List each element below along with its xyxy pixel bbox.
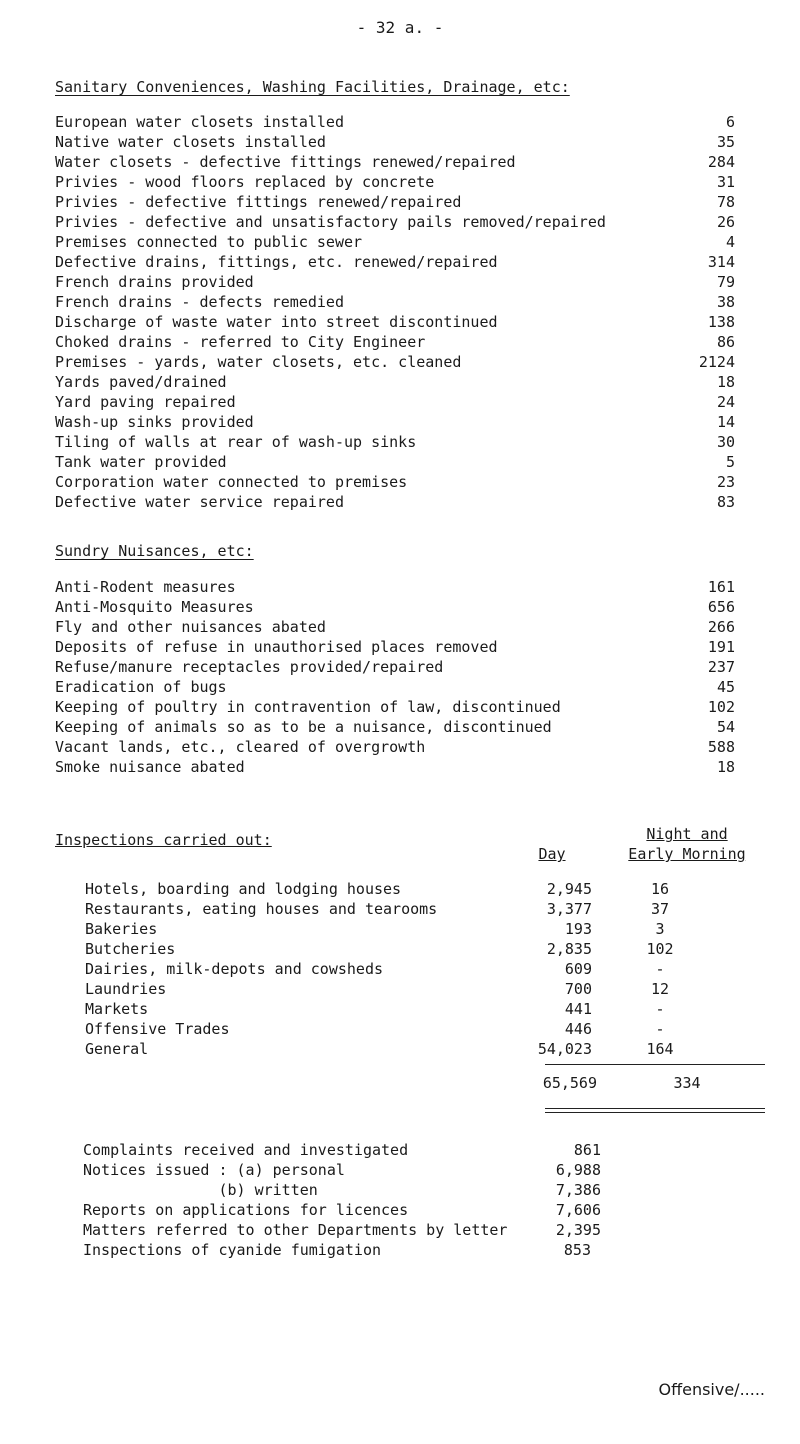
item-label: Refuse/manure receptacles provided/repaired: [55, 658, 444, 676]
item-value: 35: [716, 133, 735, 151]
item-value: 38: [716, 293, 735, 311]
item-label: Water closets - defective fittings renewed/repaired: [55, 153, 516, 171]
list-item: [55, 152, 735, 172]
list-item: [55, 492, 735, 512]
sanitary-heading: Sanitary Conveniences, Washing Facilities, Drainage, etc:: [55, 78, 570, 96]
item-label: Notices issued : (a) personal: [83, 1161, 345, 1179]
list-item: [55, 312, 735, 332]
day-value: 193: [564, 920, 592, 938]
item-value: 45: [716, 678, 735, 696]
item-label: Yards paved/drained: [55, 373, 227, 391]
day-value: 609: [564, 960, 592, 978]
item-label: Matters referred to other Departments by letter: [83, 1221, 508, 1239]
list-item: [55, 272, 735, 292]
row-label: Laundries: [85, 980, 167, 998]
item-value: 31: [716, 173, 735, 191]
list-item: [55, 677, 735, 697]
list-item: [55, 432, 735, 452]
day-value: 2,835: [546, 940, 592, 958]
item-label: Anti-Mosquito Measures: [55, 598, 254, 616]
night-value: 37: [650, 900, 670, 918]
list-item: [55, 112, 735, 132]
column-header-night-line2: Early Morning: [628, 845, 746, 863]
item-label: Vacant lands, etc., cleared of overgrowth: [55, 738, 426, 756]
list-item: [55, 577, 735, 597]
misc-list: [83, 1140, 643, 1260]
list-item: [83, 1180, 643, 1200]
list-item: [55, 757, 735, 777]
list-item: [55, 452, 735, 472]
item-value: 83: [716, 493, 735, 511]
item-label: European water closets installed: [55, 113, 344, 131]
list-item: [55, 597, 735, 617]
item-value: 26: [716, 213, 735, 231]
item-value: 588: [707, 738, 735, 756]
table-row: [85, 959, 767, 979]
item-label: Complaints received and investigated: [83, 1141, 409, 1159]
item-label: Privies - defective fittings renewed/repaired: [55, 193, 462, 211]
row-label: Butcheries: [85, 940, 176, 958]
item-label: (b) written: [83, 1181, 318, 1199]
item-value: 656: [707, 598, 735, 616]
list-item: [55, 332, 735, 352]
item-value: 266: [707, 618, 735, 636]
list-item: [55, 412, 735, 432]
list-item: [55, 717, 735, 737]
item-value: 30: [716, 433, 735, 451]
item-value: 2,395: [555, 1221, 601, 1239]
day-value: 2,945: [546, 880, 592, 898]
inspections-header: [55, 823, 767, 863]
day-value: 54,023: [537, 1040, 592, 1058]
sundry-heading: Sundry Nuisances, etc:: [55, 542, 254, 560]
list-item: [55, 232, 735, 252]
item-label: Reports on applications for licences: [83, 1201, 409, 1219]
item-label: Eradication of bugs: [55, 678, 227, 696]
table-row: [85, 899, 767, 919]
day-value: 3,377: [546, 900, 592, 918]
item-label: Defective water service repaired: [55, 493, 344, 511]
item-label: Smoke nuisance abated: [55, 758, 245, 776]
item-value: 78: [716, 193, 735, 211]
item-label: Premises - yards, water closets, etc. cleaned: [55, 353, 462, 371]
item-label: French drains provided: [55, 273, 254, 291]
item-label: French drains - defects remedied: [55, 293, 344, 311]
list-item: [55, 132, 735, 152]
row-label: Offensive Trades: [85, 1020, 230, 1038]
item-value: 7,606: [555, 1201, 601, 1219]
item-value: 161: [707, 578, 735, 596]
list-item: [83, 1160, 643, 1180]
list-item: [83, 1240, 643, 1260]
item-value: 314: [707, 253, 735, 271]
item-value: 79: [716, 273, 735, 291]
sundry-list: [55, 577, 735, 777]
list-item: [55, 392, 735, 412]
night-value: 12: [650, 980, 670, 998]
item-value: 24: [716, 393, 735, 411]
table-row: [85, 999, 767, 1019]
item-value: 86: [716, 333, 735, 351]
item-value: 23: [716, 473, 735, 491]
list-item: [55, 737, 735, 757]
list-item: [55, 292, 735, 312]
item-value: 6,988: [555, 1161, 601, 1179]
table-row: [85, 879, 767, 899]
item-label: Corporation water connected to premises: [55, 473, 408, 491]
continuation-footer: Offensive/.....: [658, 1380, 765, 1399]
item-value: 18: [716, 758, 735, 776]
inspections-table: [55, 823, 767, 1092]
day-value: 446: [564, 1020, 592, 1038]
list-item: [55, 472, 735, 492]
table-row: [85, 939, 767, 959]
table-row: [85, 979, 767, 999]
night-value: 102: [646, 940, 674, 958]
table-row: [85, 1019, 767, 1039]
item-value: 853: [563, 1241, 591, 1259]
item-label: Discharge of waste water into street discontinued: [55, 313, 498, 331]
column-header-day: Day: [538, 845, 566, 863]
list-item: [55, 697, 735, 717]
row-label: Markets: [85, 1000, 149, 1018]
night-value: 3: [655, 920, 665, 938]
list-item: [55, 372, 735, 392]
table-row: [85, 1039, 767, 1059]
item-value: 5: [725, 453, 735, 471]
item-label: Deposits of refuse in unauthorised places removed: [55, 638, 498, 656]
item-label: Premises connected to public sewer: [55, 233, 363, 251]
column-header-night-line1: Night and: [646, 825, 728, 843]
total-night: 334: [673, 1074, 701, 1092]
list-item: [55, 212, 735, 232]
item-value: 14: [716, 413, 735, 431]
item-label: Fly and other nuisances abated: [55, 618, 326, 636]
item-label: Choked drains - referred to City Engineer: [55, 333, 426, 351]
subtotal-rule: [545, 1064, 765, 1065]
list-item: [55, 637, 735, 657]
row-label: Restaurants, eating houses and tearooms: [85, 900, 438, 918]
item-value: 237: [707, 658, 735, 676]
item-label: Inspections of cyanide fumigation: [83, 1241, 382, 1259]
item-value: 191: [707, 638, 735, 656]
list-item: [83, 1220, 643, 1240]
item-value: 2124: [698, 353, 735, 371]
item-value: 4: [725, 233, 735, 251]
total-double-rule-top: [545, 1108, 765, 1109]
table-row: [85, 919, 767, 939]
item-label: Tank water provided: [55, 453, 227, 471]
day-value: 700: [564, 980, 592, 998]
item-value: 861: [573, 1141, 601, 1159]
night-value: 16: [650, 880, 670, 898]
list-item: [83, 1140, 643, 1160]
totals-row: [55, 1073, 767, 1093]
item-label: Privies - wood floors replaced by concrete: [55, 173, 435, 191]
item-value: 7,386: [555, 1181, 601, 1199]
total-double-rule-bottom: [545, 1112, 765, 1113]
inspections-rows: [85, 879, 767, 1059]
night-value: 164: [646, 1040, 674, 1058]
item-value: 6: [725, 113, 735, 131]
sanitary-list: [55, 112, 735, 512]
item-value: 284: [707, 153, 735, 171]
night-value: -: [655, 1020, 665, 1038]
item-value: 54: [716, 718, 735, 736]
row-label: Bakeries: [85, 920, 158, 938]
item-label: Defective drains, fittings, etc. renewed/repaired: [55, 253, 498, 271]
night-value: -: [655, 960, 665, 978]
item-label: Wash-up sinks provided: [55, 413, 254, 431]
total-day: 65,569: [542, 1074, 597, 1092]
row-label: Hotels, boarding and lodging houses: [85, 880, 402, 898]
list-item: [55, 252, 735, 272]
inspections-heading: Inspections carried out:: [55, 831, 272, 849]
list-item: [55, 192, 735, 212]
item-label: Yard paving repaired: [55, 393, 236, 411]
page-number: - 32 a. -: [356, 18, 444, 37]
night-value: -: [655, 1000, 665, 1018]
list-item: [55, 352, 735, 372]
item-label: Privies - defective and unsatisfactory pails removed/repaired: [55, 213, 606, 231]
item-label: Tiling of walls at rear of wash-up sinks: [55, 433, 417, 451]
list-item: [55, 657, 735, 677]
day-value: 441: [564, 1000, 592, 1018]
item-value: 138: [707, 313, 735, 331]
item-label: Native water closets installed: [55, 133, 326, 151]
list-item: [55, 172, 735, 192]
item-label: Anti-Rodent measures: [55, 578, 236, 596]
item-label: Keeping of animals so as to be a nuisance, discontinued: [55, 718, 552, 736]
list-item: [83, 1200, 643, 1220]
item-value: 102: [707, 698, 735, 716]
item-label: Keeping of poultry in contravention of law, discontinued: [55, 698, 561, 716]
row-label: General: [85, 1040, 149, 1058]
item-value: 18: [716, 373, 735, 391]
list-item: [55, 617, 735, 637]
row-label: Dairies, milk-depots and cowsheds: [85, 960, 384, 978]
